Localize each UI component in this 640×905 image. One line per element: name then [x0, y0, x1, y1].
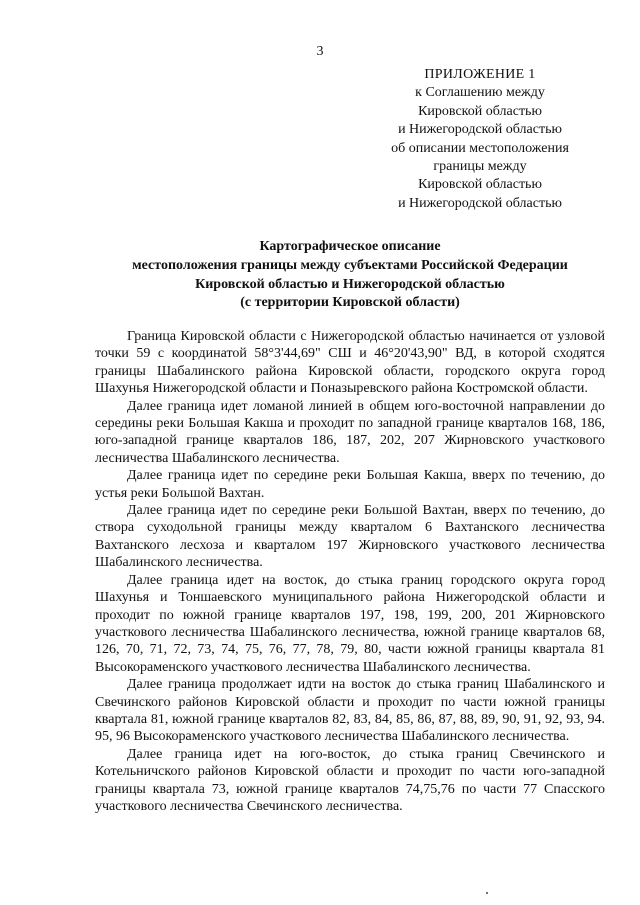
appendix-line: об описании местоположения [391, 140, 569, 156]
appendix-line: к Соглашению между [415, 85, 545, 101]
document-heading [95, 238, 605, 313]
appendix-header [360, 66, 600, 213]
scan-speck [486, 892, 488, 894]
document-body [95, 328, 605, 815]
appendix-line: Кировской областью [418, 177, 542, 193]
appendix-title: ПРИЛОЖЕНИЕ 1 [424, 67, 536, 82]
appendix-line: границы между [433, 159, 527, 175]
paragraph: Далее граница продолжает идти на восток до стыка границ Шабалинского и Свечинского районов Кировской области и проходит по части южной границы квартала 81, южной границе кварталов 82, 83, 84, 85, 86, 87, 88, 89, 90, 91, 92, 93, 94. 95, 96 Высокораменского участкового лесничества Шабалинского лесничества. [95, 677, 605, 745]
appendix-line: и Нижегородской областью [398, 122, 562, 138]
heading-line: (с территории Кировской области) [240, 295, 460, 311]
paragraph: Граница Кировской области с Нижегородской областью начинается от узловой точки 59 с координатой 58°3'44,69" СШ и 46°20'43,90" ВД, в которой сходятся границы Шабалинского района Кировской области, городского округа город Шахунья Нижегородской области и Поназыревского района Костромской области. [95, 329, 605, 397]
heading-line: Кировской областью и Нижегородской областью [195, 276, 505, 292]
paragraph: Далее граница идет ломаной линией в общем юго-восточной направлении до середины реки Большая Какша и проходит по западной границе кварталов 168, 186, юго-западной границе кварталов 186, 187, 202, 207 Жирновского участкового лесничества Шабалинского лесничества. [95, 398, 605, 466]
page-number: 3 [316, 44, 324, 59]
appendix-line: Кировской областью [418, 103, 542, 119]
paragraph: Далее граница идет по середине реки Большая Какша, вверх по течению, до устья реки Большой Вахтан. [95, 468, 605, 501]
appendix-line: и Нижегородской областью [398, 195, 562, 211]
heading-line: местоположения границы между субъектами Российской Федерации [132, 257, 568, 273]
paragraph: Далее граница идет на юго-восток, до стыка границ Свечинского и Котельничского районов Кировской области и проходит по части юго-западной границы квартала 73, южной границе кварталов 74,75,76 по части 77 Спасского участкового лесничества Свечинского лесничества. [95, 746, 605, 814]
paragraph: Далее граница идет на восток, до стыка границ городского округа город Шахунья и Тоншаевского муниципального района Нижегородской области и проходит по южной границе кварталов 197, 198, 199, 200, 201 Жирновского участкового лесничества Шабалинского лесничества, южной границе кварталов 68, 126, 70, 71, 72, 73, 74, 75, 76, 77, 78, 79, 80, части южной границы квартала 81 Высокораменского участкового лесничества Шабалинского лесничества. [95, 572, 605, 675]
paragraph: Далее граница идет по середине реки Большой Вахтан, вверх по течению, до створа суходольной границы между кварталом 6 Вахтанского лесничества Вахтанского лесхоза и кварталом 197 Жирновского участкового лесничества Шабалинского лесничества. [95, 503, 605, 571]
heading-line: Картографическое описание [259, 239, 441, 254]
